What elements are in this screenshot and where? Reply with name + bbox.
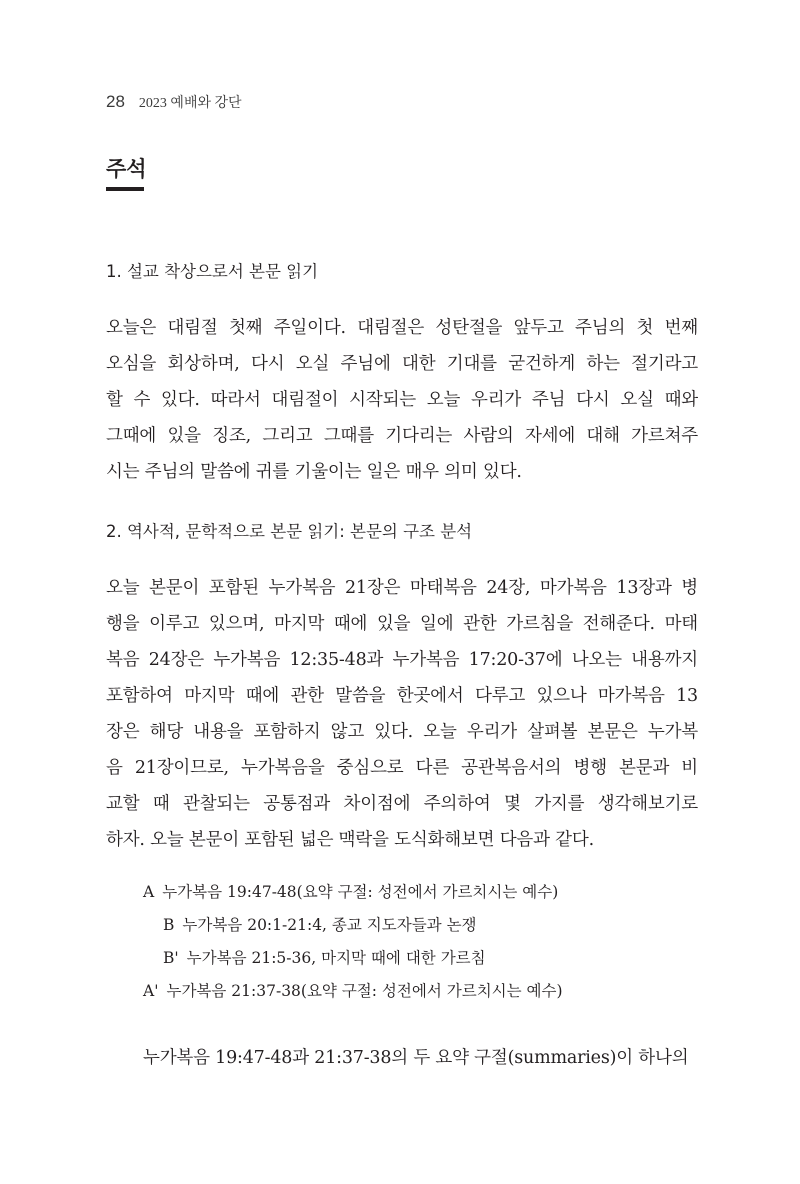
outline-text: 누가복음 19:47-48(요약 구절: 성전에서 가르치시는 예수)	[162, 883, 559, 901]
structure-outline	[143, 876, 563, 1008]
paragraph-line: 시는 주님의 말씀에 귀를 기울이는 일은 매우 의미 있다.	[106, 462, 522, 482]
outline-row	[143, 876, 563, 909]
paragraph-line: 하자. 오늘 본문이 포함된 넓은 맥락을 도식화해보면 다음과 같다.	[106, 830, 594, 850]
outline-label: A'	[143, 982, 159, 1000]
outline-row	[143, 942, 563, 975]
paragraph-line: 교할 때 관찰되는 공통점과 차이점에 주의하여 몇 가지를 생각해보기로	[106, 794, 698, 814]
outline-label: B	[163, 916, 175, 934]
paragraph-2	[106, 570, 698, 858]
paragraph-line: 오늘 본문이 포함된 누가복음 21장은 마태복음 24장, 마가복음 13장과 병	[106, 578, 698, 598]
paragraph-line: 할 수 있다. 따라서 대림절이 시작되는 오늘 우리가 주님 다시 오실 때와	[106, 390, 698, 410]
subsection-heading-1: 1. 설교 착상으로서 본문 읽기	[106, 262, 319, 281]
outline-label: B'	[163, 949, 179, 967]
paragraph-1	[106, 310, 698, 490]
outline-row	[143, 909, 563, 942]
paragraph-line: 장은 해당 내용을 포함하지 않고 있다. 오늘 우리가 살펴볼 본문은 누가복	[106, 722, 698, 742]
closing-paragraph-line: 누가복음 19:47-48과 21:37-38의 두 요약 구절(summaries)이 하나의	[143, 1048, 689, 1068]
page-number: 28	[106, 92, 125, 111]
title-underline	[106, 187, 144, 191]
subsection-heading-2: 2. 역사적, 문학적으로 본문 읽기: 본문의 구조 분석	[106, 522, 473, 541]
paragraph-line: 오심을 회상하며, 다시 오실 주님에 대한 기대를 굳건하게 하는 절기라고	[106, 354, 698, 374]
paragraph-line: 포함하여 마지막 때에 관한 말씀을 한곳에서 다루고 있으나 마가복음 13	[106, 686, 698, 706]
running-header	[106, 92, 242, 112]
outline-text: 누가복음 20:1-21:4, 종교 지도자들과 논쟁	[182, 916, 477, 934]
outline-row	[143, 975, 563, 1008]
paragraph-line: 음 21장이므로, 누가복음을 중심으로 다른 공관복음서의 병행 본문과 비	[106, 758, 698, 778]
section-title: 주석	[106, 157, 147, 181]
paragraph-line: 그때에 있을 징조, 그리고 그때를 기다리는 사람의 자세에 대해 가르쳐주	[106, 426, 698, 446]
paragraph-line: 행을 이루고 있으며, 마지막 때에 있을 일에 관한 가르침을 전해준다. 마태	[106, 614, 698, 634]
outline-text: 누가복음 21:5-36, 마지막 때에 대한 가르침	[186, 949, 486, 967]
outline-label: A	[143, 883, 155, 901]
outline-text: 누가복음 21:37-38(요약 구절: 성전에서 가르치시는 예수)	[166, 982, 563, 1000]
paragraph-line: 복음 24장은 누가복음 12:35-48과 누가복음 17:20-37에 나오는 내용까지	[106, 650, 698, 670]
paragraph-line: 오늘은 대림절 첫째 주일이다. 대림절은 성탄절을 앞두고 주님의 첫 번째	[106, 318, 698, 338]
book-title: 2023 예배와 강단	[138, 96, 242, 111]
